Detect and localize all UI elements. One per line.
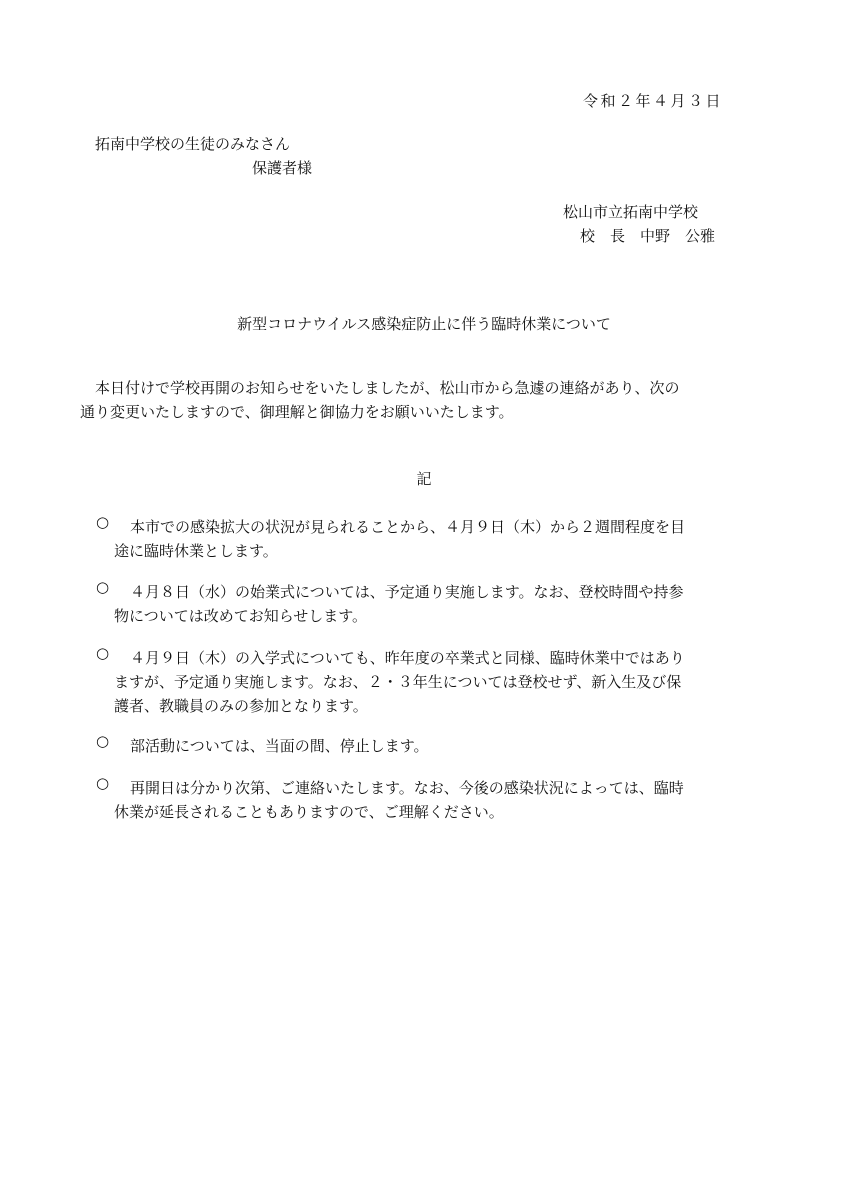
- circle-bullet-icon: ○: [96, 644, 110, 662]
- notice-item-line: 本市での感染拡大の状況が見られることから、４月９日（木）から２週間程度を目: [130, 518, 686, 536]
- notice-item-line: 物については改めてお知らせします。: [114, 607, 368, 625]
- notice-item-line: 休業が延長されることもありますので、ご理解ください。: [114, 803, 504, 821]
- circle-bullet-icon: ○: [96, 578, 110, 596]
- circle-bullet-icon: ○: [96, 732, 110, 750]
- sender-school: 松山市立拓南中学校: [563, 203, 699, 221]
- ki-heading: 記: [416, 470, 432, 488]
- sender-principal: 校 長 中野 公雅: [580, 227, 716, 245]
- notice-item-line: ４月９日（木）の入学式についても、昨年度の卒業式と同様、臨時休業中ではあり: [130, 649, 685, 667]
- notice-item-line: ４月８日（水）の始業式については、予定通り実施します。なお、登校時間や持参: [130, 583, 684, 601]
- notice-item-line: ますが、予定通り実施します。なお、２・３年生については登校せず、新入生及び保: [114, 673, 682, 691]
- circle-bullet-icon: ○: [96, 513, 110, 531]
- notice-item-line: 部活動については、当面の間、停止します。: [130, 737, 429, 755]
- notice-item-line: 再開日は分かり次第、ご連絡いたします。なお、今後の感染状況によっては、臨時: [130, 779, 684, 797]
- recipient-guardians: 保護者様: [252, 159, 313, 177]
- circle-bullet-icon: ○: [96, 774, 110, 792]
- document-date: 令和２年４月３日: [583, 92, 724, 110]
- intro-line: 通り変更いたしますので、御理解と御協力をお願いいたします。: [80, 403, 514, 421]
- intro-line: 本日付けで学校再開のお知らせをいたしましたが、松山市から急遽の連絡があり、次の: [95, 379, 680, 397]
- recipient-students: 拓南中学校の生徒のみなさん: [95, 135, 291, 153]
- notice-item-line: 途に臨時休業とします。: [114, 542, 278, 560]
- document-title: 新型コロナウイルス感染症防止に伴う臨時休業について: [237, 315, 611, 333]
- notice-item-line: 護者、教職員のみの参加となります。: [114, 697, 368, 715]
